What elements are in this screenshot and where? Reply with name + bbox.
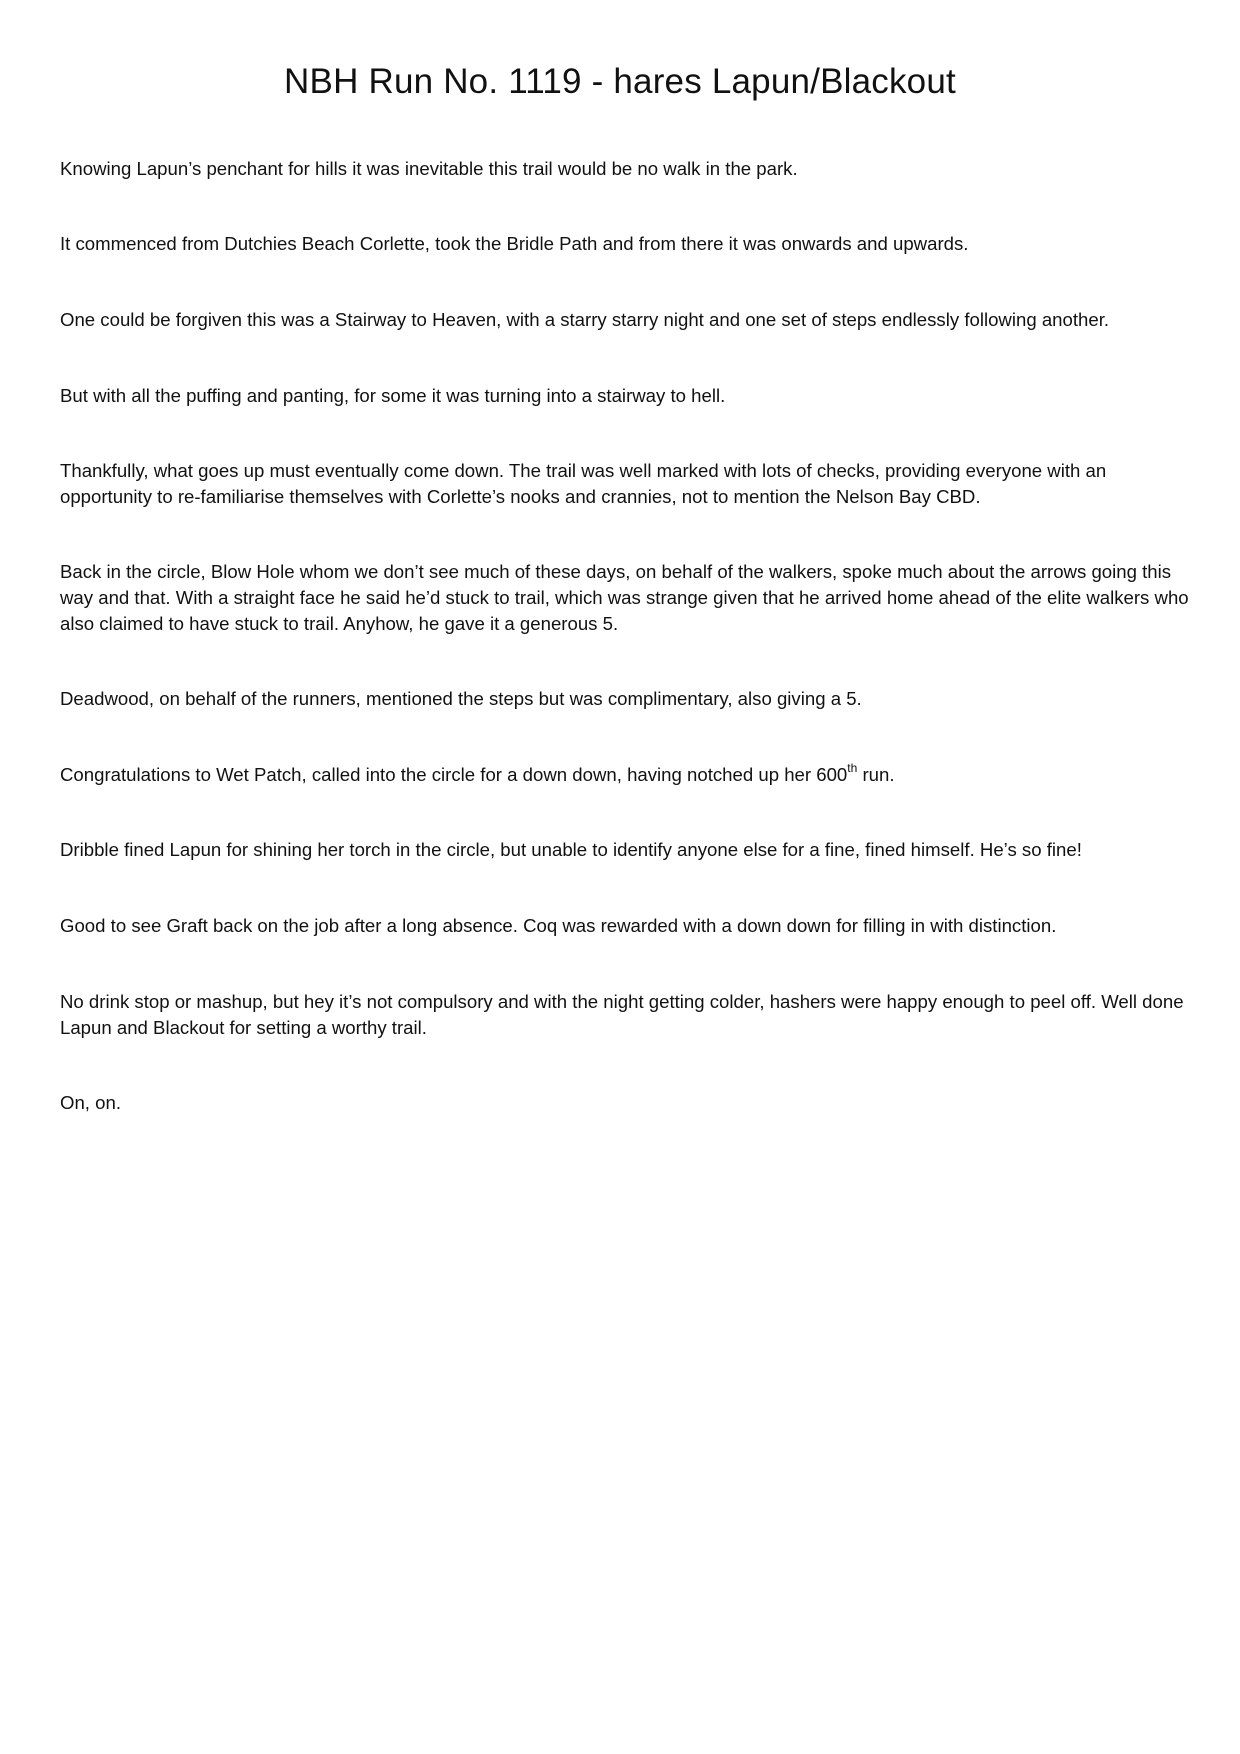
paragraph-congratulations (60, 762, 1190, 788)
paragraph-stairway: One could be forgiven this was a Stairway to Heaven, with a starry starry night and one set of steps endlessly following another. (60, 309, 1110, 330)
paragraph-circle-walkers: Back in the circle, Blow Hole whom we don’t see much of these days, on behalf of the walkers, spoke much about the arrows going this way and that. With a straight face he said he’d stuck to trail, which was strange given that he arrived home ahead of the elite walkers who also claimed to have stuck to trail. Anyhow, he gave it a generous 5. (60, 561, 1189, 634)
paragraph-fines: Dribble fined Lapun for shining her torch in the circle, but unable to identify anyone else for a fine, fined himself. He’s so fine! (60, 839, 1082, 860)
paragraph-runners: Deadwood, on behalf of the runners, mentioned the steps but was complimentary, also giving a 5. (60, 688, 862, 709)
paragraph-closing: No drink stop or mashup, but hey it’s not compulsory and with the night getting colder, hashers were happy enough to peel off. Well done Lapun and Blackout for setting a worthy trail. (60, 991, 1184, 1038)
congrats-text: Congratulations to Wet Patch, called into the circle for a down down, having notched up her 600 (60, 764, 848, 785)
page-title: NBH Run No. 1119 - hares Lapun/Blackout (284, 62, 956, 101)
congrats-text-end: run. (857, 764, 895, 785)
paragraph-puffing: But with all the puffing and panting, for some it was turning into a stairway to hell. (60, 385, 726, 406)
paragraph-start: It commenced from Dutchies Beach Corlette, took the Bridle Path and from there it was onwards and upwards. (60, 233, 969, 254)
paragraph-on-on: On, on. (60, 1092, 121, 1113)
ordinal-suffix: th (847, 761, 858, 775)
paragraph-graft: Good to see Graft back on the job after a long absence. Coq was rewarded with a down down for filling in with distinction. (60, 915, 1057, 936)
paragraph-trail-checks: Thankfully, what goes up must eventually come down. The trail was well marked with lots of checks, providing everyone with an opportunity to re-familiarise themselves with Corlette’s nooks and crannies, not to mention the Nelson Bay CBD. (60, 460, 1107, 507)
paragraph-intro: Knowing Lapun’s penchant for hills it was inevitable this trail would be no walk in the park. (60, 158, 798, 179)
